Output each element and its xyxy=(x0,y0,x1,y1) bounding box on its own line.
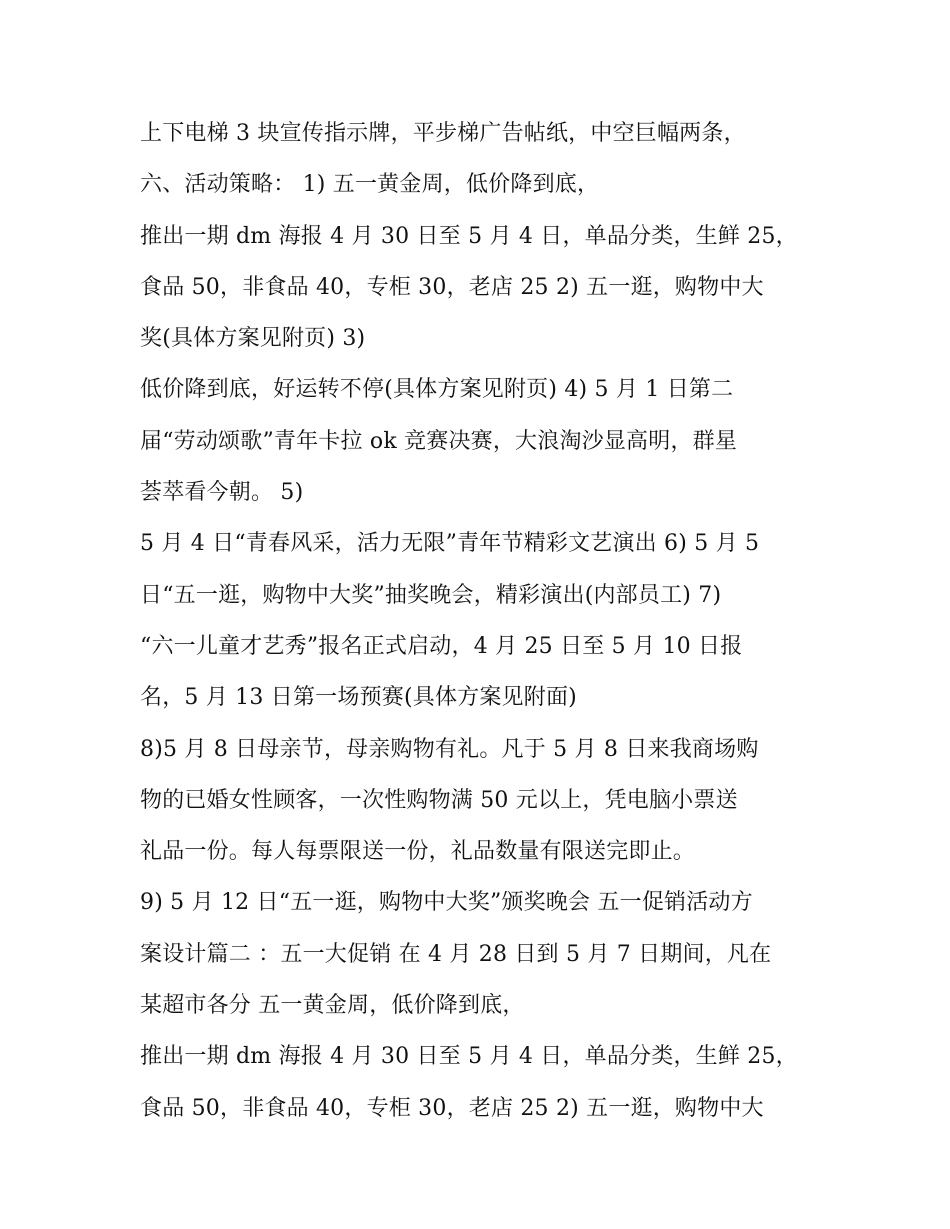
text-line: 上下电梯 3 块宣传指示牌，平步梯广告帖纸，中空巨幅两条， xyxy=(140,121,746,146)
text-line: 9) 5 月 12 日“五一逛，购物中大奖”颁奖晚会 五一促销活动方 xyxy=(140,890,753,916)
text-line: 六、活动策略： 1) 五一黄金周，低价降到底， xyxy=(140,172,600,198)
text-line: 荟萃看今朝。 5) xyxy=(140,480,304,506)
text-line: 推出一期 dm 海报 4 月 30 日至 5 月 4 日，单品分类，生鲜 25， xyxy=(140,223,798,249)
text-line: 名，5 月 13 日第一场预赛(具体方案见附面) xyxy=(140,685,577,711)
text-line: 食品 50，非食品 40，专柜 30，老店 25 2) 五一逛，购物中大 xyxy=(140,274,764,300)
text-line: 物的已婚女性顾客，一次性购物满 50 元以上，凭电脑小票送 xyxy=(140,787,738,813)
text-line: 低价降到底，好运转不停(具体方案见附页) 4) 5 月 1 日第二 xyxy=(140,377,734,403)
text-line: 8)5 月 8 日母亲节，母亲购物有礼。凡于 5 月 8 日来我商场购 xyxy=(140,736,759,762)
text-line: “六一儿童才艺秀”报名正式启动，4 月 25 日至 5 月 10 日报 xyxy=(140,633,743,659)
text-line: 食品 50，非食品 40，专柜 30，老店 25 2) 五一逛，购物中大 xyxy=(140,1095,764,1121)
text-line: 某超市各分 五一黄金周，低价降到底， xyxy=(140,993,525,1019)
text-line: 礼品一份。每人每票限送一份，礼品数量有限送完即止。 xyxy=(140,839,696,865)
document-body xyxy=(140,108,805,1134)
text-line: 日“五一逛，购物中大奖”抽奖晚会，精彩演出(内部员工) 7) xyxy=(140,582,722,608)
text-line: 推出一期 dm 海报 4 月 30 日至 5 月 4 日，单品分类，生鲜 25， xyxy=(140,1044,798,1070)
text-line: 届“劳动颂歌”青年卡拉 ok 竞赛决赛，大浪淘沙显高明，群星 xyxy=(140,428,738,454)
text-line: 5 月 4 日“青春风采，活力无限”青年节精彩文艺演出 6) 5 月 5 xyxy=(140,531,760,557)
text-line: 奖(具体方案见附页) 3) xyxy=(140,326,366,352)
text-line: 案设计篇二 ：五一大促销 在 4 月 28 日到 5 月 7 日期间，凡在 xyxy=(140,941,772,967)
